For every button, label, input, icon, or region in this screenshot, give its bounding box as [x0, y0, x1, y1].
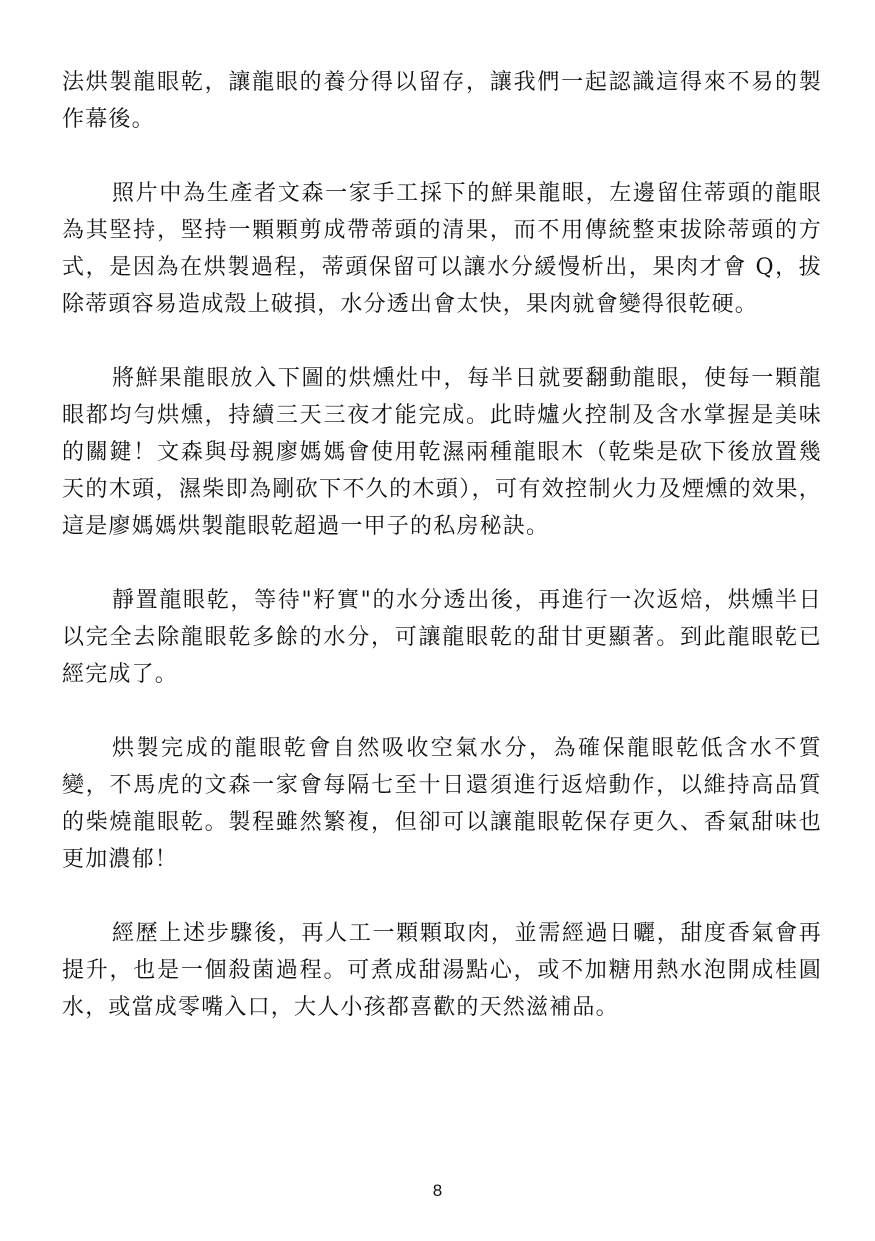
paragraph-storage: 烘製完成的龍眼乾會自然吸收空氣水分，為確保龍眼乾低含水不質變，不馬虎的文森一家會每隔七至十日還須進行返焙動作，以維持高品質的柴燒龍眼乾。製程雖然繁複，但卻可以讓龍眼乾保存更久、香氣甜味也更加濃郁！ — [62, 736, 822, 872]
document-body — [62, 64, 822, 1026]
paragraph-smoking-oven: 將鮮果龍眼放入下圖的烘燻灶中，每半日就要翻動龍眼，使每一顆龍眼都均勻烘燻，持續三天三夜才能完成。此時爐火控制及含水掌握是美味的關鍵！文森與母親廖媽媽會使用乾濕兩種龍眼木（乾柴是砍下後放置幾天的木頭，濕柴即為剛砍下不久的木頭），可有效控制火力及煙燻的效果，這是廖媽媽烘製龍眼乾超過一甲子的私房秘訣。 — [62, 366, 822, 539]
paragraph-fresh-longan: 照片中為生產者文森一家手工採下的鮮果龍眼，左邊留住蒂頭的龍眼為其堅持，堅持一顆顆剪成帶蒂頭的清果，而不用傳統整束拔除蒂頭的方式，是因為在烘製過程，蒂頭保留可以讓水分緩慢析出，果肉才會 Q，拔除蒂頭容易造成殼上破損，水分透出會太快，果肉就會變得很乾硬。 — [62, 181, 822, 317]
paragraph-continuation: 法烘製龍眼乾，讓龍眼的養分得以留存，讓我們一起認識這得來不易的製作幕後。 — [62, 70, 822, 132]
paragraph-re-roasting: 靜置龍眼乾，等待"籽實"的水分透出後，再進行一次返焙，烘燻半日以完全去除龍眼乾多餘的水分，可讓龍眼乾的甜甘更顯著。到此龍眼乾已經完成了。 — [62, 588, 822, 687]
paragraph-finishing: 經歷上述步驟後，再人工一顆顆取肉，並需經過日曬，甜度香氣會再提升，也是一個殺菌過程。可煮成甜湯點心，或不加糖用熱水泡開成桂圓水，或當成零嘴入口，大人小孩都喜歡的天然滋補品。 — [62, 921, 822, 1020]
page-number: 8 — [432, 1181, 443, 1200]
